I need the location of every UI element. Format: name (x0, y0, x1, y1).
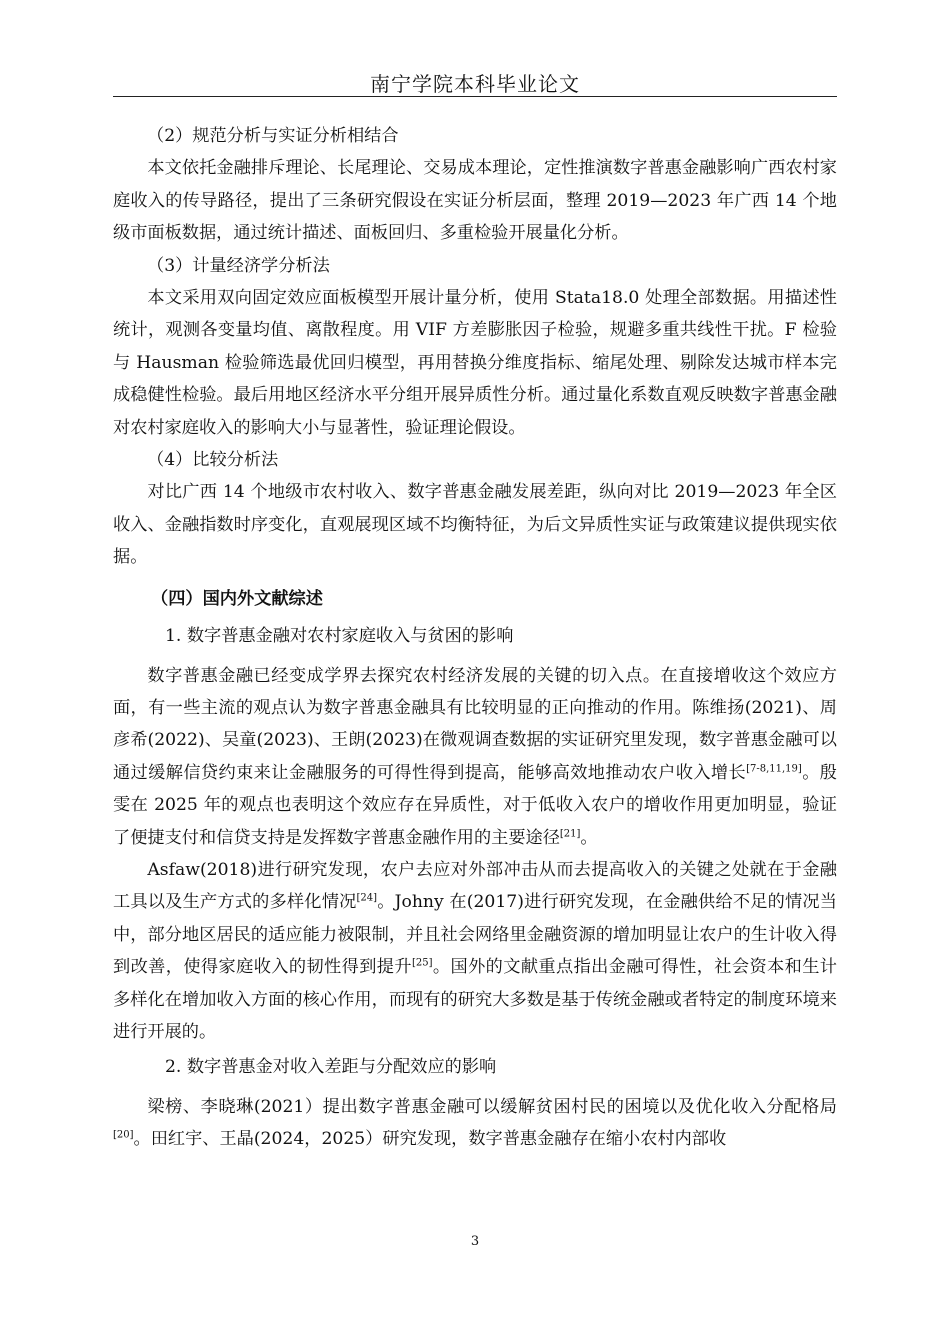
section-heading: （四）国内外文献综述 (151, 588, 323, 609)
text-run: 数字普惠金融已经变成学界去探究农村经济发展的关键的切入点。在直接增收这个效应方面，有一些主流的观点认为数字普惠金融具有比较明显的正向推动的作用。陈维扬(2021)、周彦希(2022)、吴童(2023)、王朗(2023)在微观调查数据的实证研究里发现，数字普惠金融可以通过缓解信贷约束来让金融服务的可得性得到提高，能够高效地推动农户收入增长 (113, 665, 837, 783)
method-heading: （3）计量经济学分析法 (147, 255, 330, 276)
paragraph: 本文采用双向固定效应面板模型开展计量分析，使用 Stata18.0 处理全部数据。用描述性统计，观测各变量均值、离散程度。用 VIF 方差膨胀因子检验，规避多重共线性干扰。F 检验与 Hausman 检验筛选最优回归模型，再用替换分维度指标、缩尾处理、剔除发达城市样本完成稳健性检验。最后用地区经济水平分组开展异质性分析。通过量化系数直观反映数字普惠金融对农村家庭收入的影响大小与显著性，验证理论假设。 (113, 288, 837, 438)
text-run: 梁榜、李晓琳(2021）提出数字普惠金融可以缓解贫困村民的困境以及优化收入分配格局 (147, 1096, 837, 1117)
citation-ref: [25] (411, 957, 433, 969)
subsection-heading: 2. 数字普惠金对收入差距与分配效应的影响 (165, 1057, 497, 1078)
header-divider (113, 96, 837, 97)
method-heading: （4）比较分析法 (147, 450, 279, 471)
paragraph (113, 1091, 837, 1156)
header-title: 南宁学院本科毕业论文 (370, 72, 580, 96)
paragraph: 对比广西 14 个地级市农村收入、数字普惠金融发展差距，纵向对比 2019—2023 年全区收入、金融指数时序变化，直观展现区域不均衡特征，为后文异质性实证与政策建议提供现实依据。 (113, 482, 837, 568)
text-run: 。田红宇、王晶(2024，2025）研究发现，数字普惠金融存在缩小农村内部收 (133, 1129, 727, 1150)
paragraph: 本文依托金融排斥理论、长尾理论、交易成本理论，定性推演数字普惠金融影响广西农村家庭收入的传导路径，提出了三条研究假设在实证分析层面，整理 2019—2023 年广西 14 个地级市面板数据，通过统计描述、面板回归、多重检验开展量化分析。 (113, 158, 837, 244)
text-run: 。国外的文献重点指出金融可得性，社会资本和生计多样化在增加收入方面的核心作用，而现有的研究大多数是基于传统金融或者特定的制度环境来进行开展的。 (113, 957, 837, 1042)
text-run: 。殷雯在 2025 年的观点也表明这个效应存在异质性，对于低收入农户的增收作用更加明显，验证了便捷支付和信贷支持是发挥数字普惠金融作用的主要途径 (113, 762, 837, 848)
text-run: 。Johny 在(2017)进行研究发现，在金融供给不足的情况当中，部分地区居民的适应能力被限制，并且社会网络里金融资源的增加明显让农户的生计收入得到改善，使得家庭收入的韧性得到提升 (113, 892, 837, 978)
citation-ref: [24] (356, 892, 378, 904)
paragraph (113, 660, 837, 854)
paragraph (113, 854, 837, 1048)
citation-ref: [21] (559, 827, 581, 839)
page-number: 3 (470, 1234, 480, 1249)
text-run: 。 (580, 827, 598, 848)
body-text (113, 120, 837, 1156)
citation-ref: [7-8,11,19] (746, 762, 802, 774)
method-heading: （2）规范分析与实证分析相结合 (147, 126, 399, 146)
subsection-heading: 1. 数字普惠金融对农村家庭收入与贫困的影响 (165, 626, 514, 647)
citation-ref: [20] (113, 1129, 134, 1141)
text-run: Asfaw(2018)进行研究发现，农户去应对外部冲击从而去提高收入的关键之处就在于金融工具以及生产方式的多样化情况 (113, 859, 837, 913)
